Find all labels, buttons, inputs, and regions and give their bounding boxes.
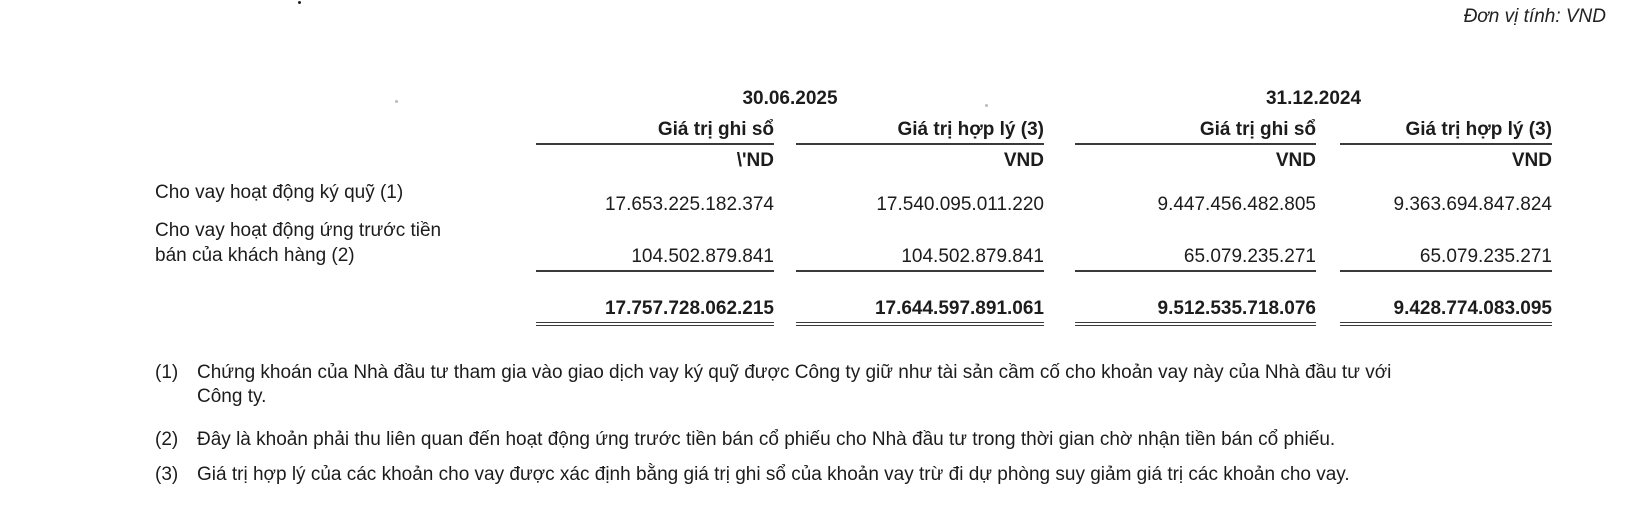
- column-unit-4: VND: [1511, 150, 1552, 171]
- footnote-text-line: Chứng khoán của Nhà đầu tư tham gia vào giao dịch vay ký quỹ được Công ty giữ như tài sản cầm cố cho khoản vay này của Nhà đầu tư với: [197, 362, 1392, 383]
- cell-advance-fair-2024: 65.079.235.271: [1340, 245, 1552, 272]
- footnote-2: [155, 428, 1605, 452]
- column-unit-1: \'ND: [736, 150, 774, 171]
- column-unit-3: VND: [1275, 150, 1316, 171]
- scan-speck: [395, 100, 398, 103]
- cell-margin-fair-2024: 9.363.694.847.824: [1393, 194, 1552, 215]
- cell-margin-book-2024: 9.447.456.482.805: [1157, 194, 1316, 215]
- row-label-margin-lending: Cho vay hoạt động ký quỹ (1): [155, 182, 404, 203]
- footnote-text: Đây là khoản phải thu liên quan đến hoạt động ứng trước tiền bán cổ phiếu cho Nhà đầu tư trong thời gian chờ nhận tiền bán cổ phiếu.: [197, 429, 1336, 450]
- footnote-number: (2): [155, 429, 179, 450]
- scan-speck: [298, 1, 301, 4]
- column-header-book-value-2024: Giá trị ghi sổ: [1075, 118, 1316, 145]
- footnote-3: [155, 463, 1605, 487]
- footnote-1: [155, 361, 1605, 409]
- footnote-number: (3): [155, 464, 179, 485]
- scan-speck: [985, 104, 988, 107]
- column-header-book-value-2025: Giá trị ghi sổ: [536, 118, 774, 145]
- period-header-2024: 31.12.2024: [1265, 88, 1362, 109]
- footnote-text-line: Công ty.: [197, 386, 267, 407]
- total-fair-2025: 17.644.597.891.061: [796, 297, 1044, 326]
- cell-margin-book-2025: 17.653.225.182.374: [604, 194, 774, 215]
- period-header-2025: 30.06.2025: [742, 88, 838, 109]
- row-label-advance-line1: Cho vay hoạt động ứng trước tiền: [155, 220, 442, 241]
- total-book-2024: 9.512.535.718.076: [1075, 297, 1316, 326]
- cell-advance-book-2025: 104.502.879.841: [536, 245, 774, 272]
- column-header-fair-value-2025: Giá trị hợp lý (3): [796, 118, 1044, 145]
- cell-advance-book-2024: 65.079.235.271: [1075, 245, 1316, 272]
- cell-margin-fair-2025: 17.540.095.011.220: [876, 194, 1044, 215]
- total-fair-2024: 9.428.774.083.095: [1340, 297, 1552, 326]
- column-header-fair-value-2024: Giá trị hợp lý (3): [1340, 118, 1552, 145]
- row-label-advance-line2: bán của khách hàng (2): [155, 245, 355, 266]
- footnote-text: [197, 361, 1605, 409]
- total-book-2025: 17.757.728.062.215: [536, 297, 774, 326]
- column-unit-2: VND: [1003, 150, 1044, 171]
- cell-advance-fair-2025: 104.502.879.841: [796, 245, 1044, 272]
- footnote-text: Giá trị hợp lý của các khoản cho vay được xác định bằng giá trị ghi sổ của khoản vay trừ đi dự phòng suy giảm giá trị các khoản cho vay.: [197, 464, 1350, 485]
- unit-note: Đơn vị tính: VND: [1463, 6, 1606, 27]
- footnote-number: (1): [155, 362, 179, 383]
